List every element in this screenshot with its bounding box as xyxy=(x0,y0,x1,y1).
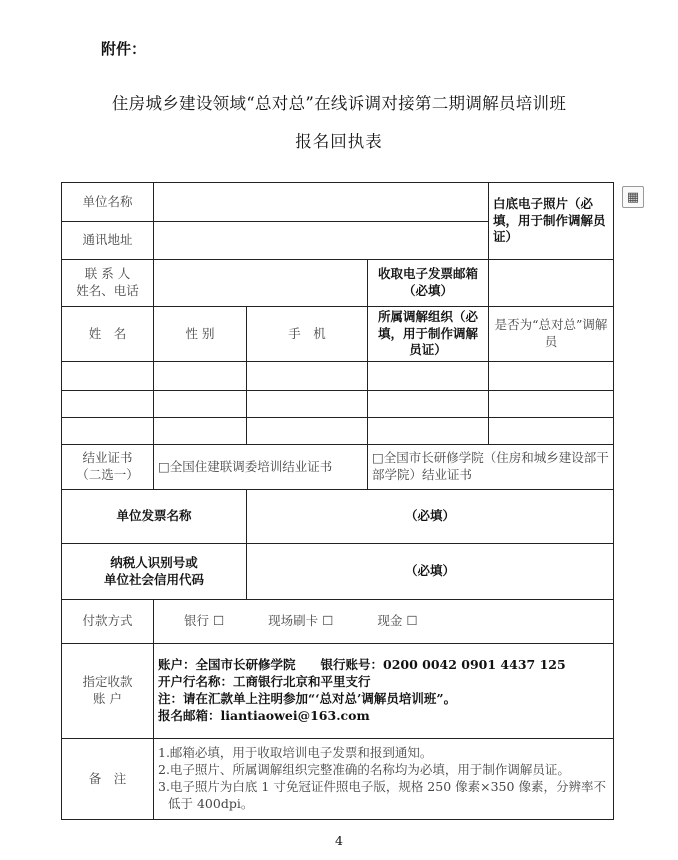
table-cell[interactable] xyxy=(489,362,614,391)
account-label-line1: 指定收款 xyxy=(82,674,133,690)
table-cell[interactable] xyxy=(368,391,489,418)
col-org: 所属调解组织（必填，用于制作调解员证） xyxy=(368,307,489,362)
table-cell[interactable] xyxy=(247,391,368,418)
payment-options xyxy=(154,600,614,644)
table-cell[interactable] xyxy=(368,418,489,445)
table-cell[interactable] xyxy=(247,362,368,391)
notes-label: 备 注 xyxy=(62,739,154,820)
note-item: 2.电子照片、所属调解组织完整准确的名称均为必填，用于制作调解员证。 xyxy=(158,762,570,778)
table-cell[interactable] xyxy=(489,418,614,445)
table-cell[interactable] xyxy=(62,362,154,391)
payment-cash-checkbox[interactable]: 现金 ☐ xyxy=(377,613,418,629)
invoice-email-field[interactable] xyxy=(489,260,614,307)
attachment-label: 附件： xyxy=(101,40,147,58)
invoice-title-label: 单位发票名称 xyxy=(62,490,247,544)
account-line: 注：请在汇款单上注明参加“‘总对总’调解员培训班”。 xyxy=(158,691,457,706)
payment-bank-checkbox[interactable]: 银行 ☐ xyxy=(184,613,225,629)
table-row xyxy=(62,362,614,391)
contact-label xyxy=(62,260,154,307)
notes xyxy=(154,739,614,820)
account-line: 开户行名称：工商银行北京和平里支行 xyxy=(158,674,371,690)
scan-icon[interactable]: ▦ xyxy=(622,186,644,208)
cert-label-line2: （二选一） xyxy=(76,467,139,482)
unit-name-label: 单位名称 xyxy=(62,183,154,222)
form-title: 住房城乡建设领域“总对总”在线诉调对接第二期调解员培训班 xyxy=(111,94,567,113)
table-cell[interactable] xyxy=(154,362,247,391)
contact-label-line2: 姓名、电话 xyxy=(76,283,139,298)
tax-id-field[interactable]: （必填） xyxy=(247,544,614,600)
col-name: 姓 名 xyxy=(62,307,154,362)
tax-id-label xyxy=(62,544,247,600)
form-subtitle: 报名回执表 xyxy=(295,132,383,151)
contact-label-line1: 联 系 人 xyxy=(84,266,131,282)
address-label: 通讯地址 xyxy=(62,222,154,260)
unit-name-field[interactable] xyxy=(154,183,489,222)
address-field[interactable] xyxy=(154,222,489,260)
account-label-line2: 账 户 xyxy=(93,691,122,706)
note-item: 1.邮箱必填，用于收取培训电子发票和报到通知。 xyxy=(158,745,433,761)
registration-form xyxy=(61,182,614,820)
invoice-title-field[interactable]: （必填） xyxy=(247,490,614,544)
table-cell[interactable] xyxy=(154,418,247,445)
table-cell[interactable] xyxy=(368,362,489,391)
table-cell[interactable] xyxy=(247,418,368,445)
account-details xyxy=(154,644,614,739)
table-cell[interactable] xyxy=(62,391,154,418)
payment-label: 付款方式 xyxy=(62,600,154,644)
col-gender: 性 别 xyxy=(154,307,247,362)
account-label xyxy=(62,644,154,739)
photo-cell[interactable]: 白底电子照片（必填，用于制作调解员证） xyxy=(489,183,614,260)
cert-label-line1: 结业证书 xyxy=(82,450,133,466)
cert-option-2[interactable]: □全国市长研修学院（住房和城乡建设部干部学院）结业证书 xyxy=(368,445,614,490)
table-cell[interactable] xyxy=(62,418,154,445)
invoice-email-label: 收取电子发票邮箱（必填） xyxy=(368,260,489,307)
account-line: 账户：全国市长研修学院 银行账号：0200 0042 0901 4437 125 xyxy=(158,657,566,673)
tax-id-label-line2: 单位社会信用代码 xyxy=(103,571,204,587)
contact-field[interactable] xyxy=(154,260,368,307)
cert-label xyxy=(62,445,154,490)
account-email: 报名邮箱：liantiaowei@163.com xyxy=(158,707,370,723)
table-row xyxy=(62,391,614,418)
payment-card-checkbox[interactable]: 现场刷卡 ☐ xyxy=(268,613,334,629)
cert-option-1[interactable]: □全国住建联调委培训结业证书 xyxy=(154,445,368,490)
table-cell[interactable] xyxy=(489,391,614,418)
table-row xyxy=(62,418,614,445)
col-phone: 手 机 xyxy=(247,307,368,362)
col-mediator: 是否为“总对总”调解员 xyxy=(489,307,614,362)
tax-id-label-line1: 纳税人识别号或 xyxy=(110,554,198,570)
page-number: 4 xyxy=(335,833,343,848)
note-item: 3.电子照片为白底 1 寸免冠证件照电子版，规格 250 像素×350 像素，分辨率不低于 400dpi。 xyxy=(158,779,606,811)
table-cell[interactable] xyxy=(154,391,247,418)
